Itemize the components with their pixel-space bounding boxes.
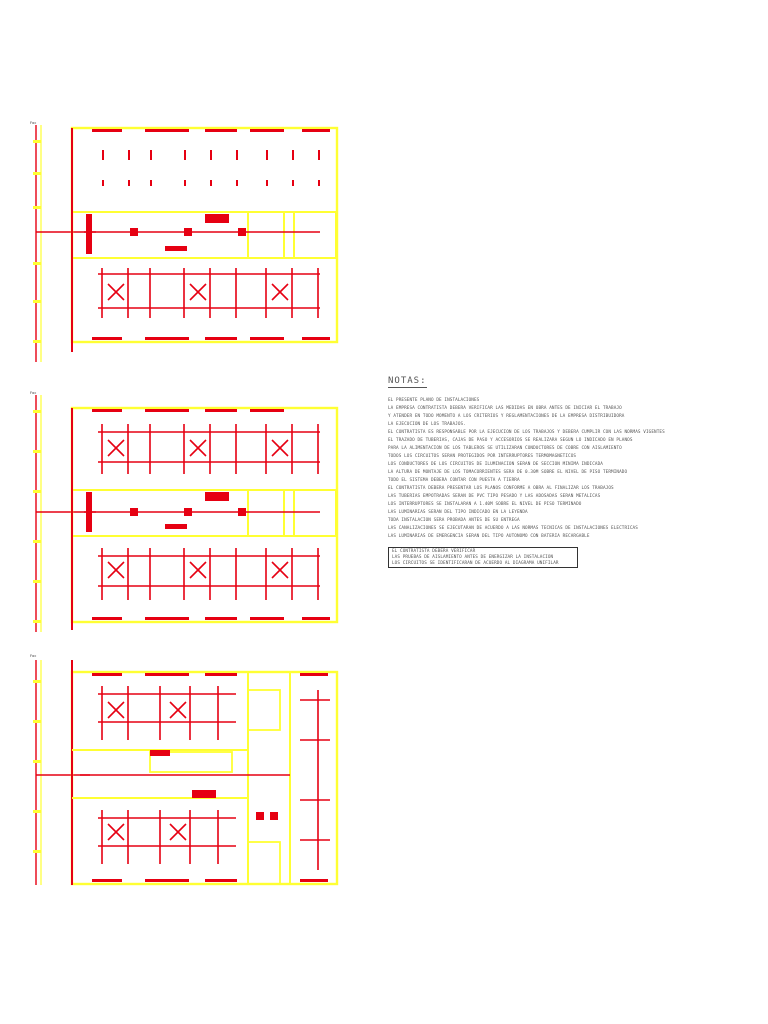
note-paragraph: EL CONTRATISTA ES RESPONSABLE POR LA EJECUCION DE LOS TRABAJOS Y DEBERA CUMPLIR CON LAS NORMAS VIGENTES	[388, 429, 665, 435]
note-paragraph: LAS CANALIZACIONES SE EJECUTARAN DE ACUERDO A LAS NORMAS TECNICAS DE INSTALACIONES ELECTRICAS	[388, 525, 638, 531]
note-paragraph: LA ALTURA DE MONTAJE DE LOS TOMACORRIENTES SERA DE 0.30M SOBRE EL NIVEL DE PISO TERMINADO	[388, 469, 628, 475]
note-paragraph: LAS LUMINARIAS DE EMERGENCIA SERAN DEL TIPO AUTONOMO CON BATERIA RECARGABLE	[388, 533, 590, 539]
note-paragraph: EL TRAZADO DE TUBERIAS, CAJAS DE PASO Y ACCESORIOS SE REALIZARA SEGUN LO INDICADO EN PLANOS	[388, 437, 633, 443]
floor-plan-3	[33, 660, 337, 885]
note-paragraph: TODO EL SISTEMA DEBERA CONTAR CON PUESTA A TIERRA	[388, 477, 520, 483]
floor-plan-1	[33, 125, 337, 362]
floor-riser-label: Foc	[30, 121, 37, 125]
note-paragraph: EL CONTRATISTA DEBERA PRESENTAR LOS PLANOS CONFORME A OBRA AL FINALIZAR LOS TRABAJOS	[388, 485, 614, 491]
note-paragraph: LOS INTERRUPTORES SE INSTALARAN A 1.40M SOBRE EL NIVEL DE PISO TERMINADO	[388, 501, 582, 507]
note-paragraph: LA EMPRESA CONTRATISTA DEBERA VERIFICAR LAS MEDIDAS EN OBRA ANTES DE INICIAR EL TRABAJO	[388, 405, 622, 411]
notes-panel	[388, 376, 678, 568]
note-paragraph: TODA INSTALACION SERA PROBADA ANTES DE SU ENTREGA	[388, 517, 520, 523]
note-boxed-line: LOS CIRCUITOS SE IDENTIFICARAN DE ACUERDO AL DIAGRAMA UNIFILAR	[392, 560, 559, 566]
note-paragraph: TODOS LOS CIRCUITOS SERAN PROTEGIDOS POR INTERRUPTORES TERMOMAGNETICOS	[388, 453, 577, 459]
note-paragraph: EL PRESENTE PLANO DE INSTALACIONES	[388, 398, 480, 403]
note-paragraph: LA EJECUCION DE LOS TRABAJOS.	[388, 421, 466, 427]
note-paragraph: LOS CONDUCTORES DE LOS CIRCUITOS DE ILUMINACION SERAN DE SECCION MINIMA INDICADA	[388, 461, 603, 467]
note-boxed-line: LAS PRUEBAS DE AISLAMIENTO ANTES DE ENERGIZAR LA INSTALACION	[392, 554, 554, 560]
note-paragraph: LAS LUMINARIAS SERAN DEL TIPO INDICADO EN LA LEYENDA	[388, 509, 528, 515]
notes-body	[388, 398, 678, 539]
floor-riser-label: Foc	[30, 654, 37, 658]
note-boxed-line: EL CONTRATISTA DEBERA VERIFICAR	[392, 549, 476, 555]
note-paragraph: PARA LA ALIMENTACION DE LOS TABLEROS SE UTILIZARAN CONDUCTORES DE COBRE CON AISLAMIENTO	[388, 445, 622, 451]
floor-riser-label: Foc	[30, 391, 37, 395]
note-paragraph: LAS TUBERIAS EMPOTRADAS SERAN DE PVC TIPO PESADO Y LAS ADOSADAS SERAN METALICAS	[388, 493, 601, 499]
notes-title: NOTAS:	[388, 376, 427, 386]
floor-plan-2	[33, 395, 337, 632]
note-paragraph: Y ATENDER EN TODO MOMENTO A LOS CRITERIOS Y REGLAMENTACIONES DE LA EMPRESA DISTRIBUIDORA	[388, 413, 625, 419]
notes-boxed-callout	[388, 547, 578, 568]
